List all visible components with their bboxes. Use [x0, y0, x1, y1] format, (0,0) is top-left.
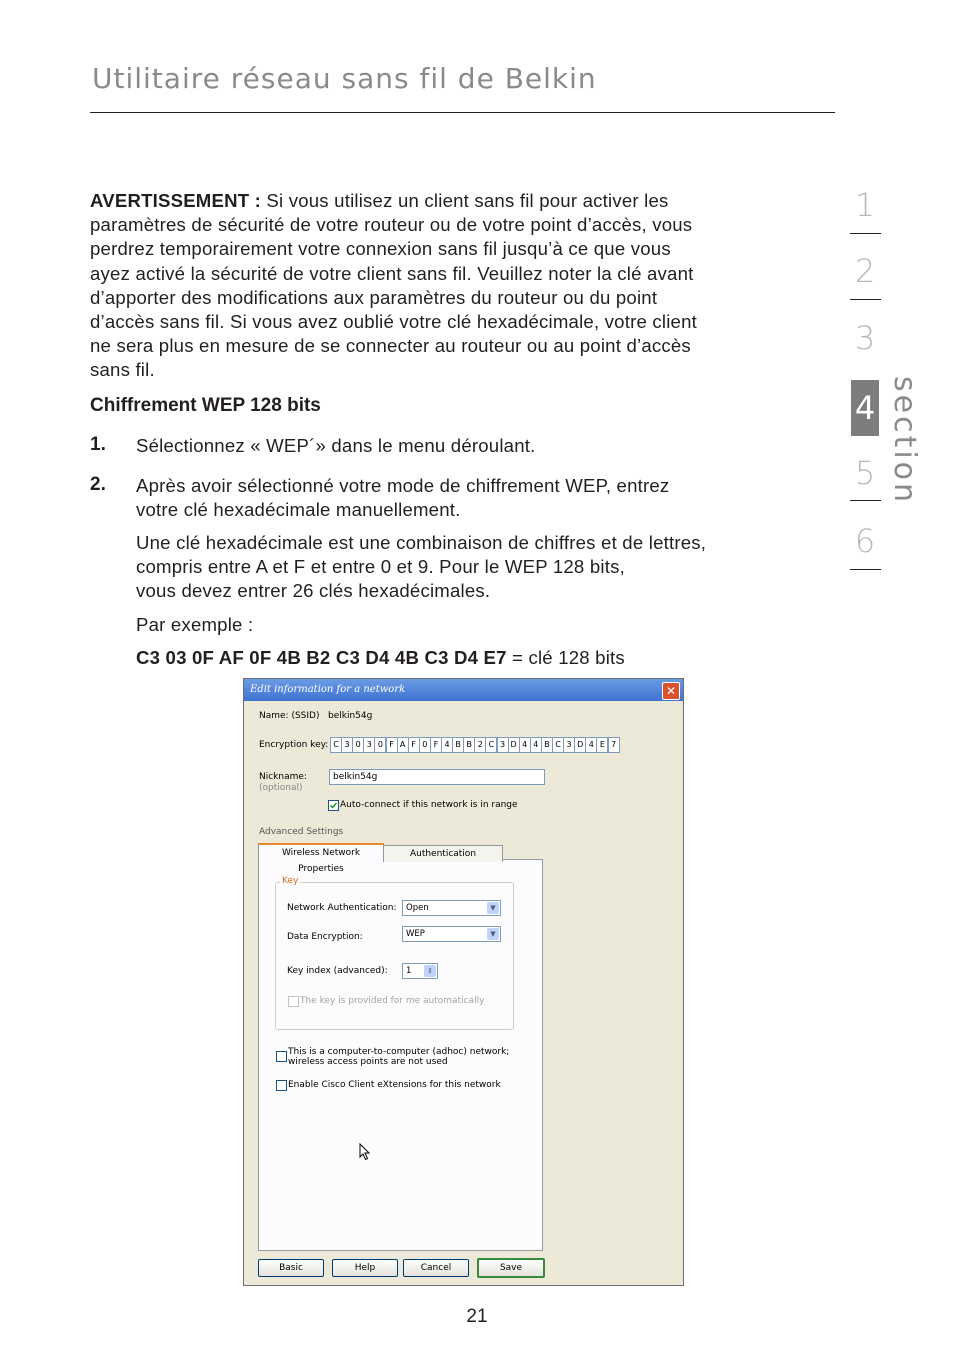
encryption-key-char: D [574, 737, 586, 753]
example-line [136, 646, 625, 670]
encryption-key-char: B [463, 737, 475, 753]
data-encryption-label: Data Encryption: [287, 932, 363, 942]
header-divider [90, 112, 835, 113]
section-divider [850, 299, 881, 300]
section-number-4-active[interactable]: 4 [851, 380, 879, 436]
cisco-label: Enable Cisco Client eXtensions for this network [288, 1080, 501, 1090]
encryption-key-char: F [430, 737, 442, 753]
key-index-stepper[interactable]: 1 ⇕ [402, 963, 438, 979]
advanced-settings-label: Advanced Settings [259, 827, 344, 837]
encryption-key-char: D [508, 737, 520, 753]
spinner-icon: ⇕ [424, 965, 436, 977]
step-number: 2. [90, 474, 106, 495]
cisco-checkbox[interactable] [276, 1080, 287, 1091]
page-number: 21 [466, 1306, 488, 1327]
adhoc-checkbox[interactable] [276, 1051, 287, 1062]
encryption-key-char: C [330, 737, 342, 753]
ssid-label: Name: (SSID) [259, 711, 320, 721]
save-button[interactable]: Save [477, 1258, 545, 1278]
warning-paragraph [90, 189, 830, 383]
section-divider [850, 233, 881, 234]
dialog-titlebar [244, 679, 683, 701]
encryption-key-char: F [408, 737, 420, 753]
adhoc-label: This is a computer-to-computer (adhoc) network; wireless access points are not used [288, 1047, 510, 1067]
encryption-key-char: 3 [497, 737, 509, 753]
section-number-2[interactable]: 2 [854, 252, 876, 290]
example-key: C3 03 0F AF 0F 4B B2 C3 D4 4B C3 D4 E7 [136, 647, 507, 668]
autoconnect-label: Auto-connect if this network is in range [340, 800, 518, 810]
encryption-key-char: 0 [419, 737, 431, 753]
nickname-label: Nickname: [259, 772, 307, 782]
encryption-key-char: 4 [519, 737, 531, 753]
checkmark-icon [329, 801, 338, 810]
warning-label: AVERTISSEMENT : [90, 190, 262, 211]
warning-line: paramètres de sécurité de votre routeur ou de votre point d’accès, vous [90, 214, 693, 236]
key-auto-label: The key is provided for me automatically [300, 996, 485, 1006]
encryption-key-char: 4 [441, 737, 453, 753]
step-text: Après avoir sélectionné votre mode de chiffrement WEP, entrez votre clé hexadécimale manuellement. [136, 475, 670, 521]
key-group-label: Key [282, 876, 299, 886]
example-suffix: = clé 128 bits [506, 647, 625, 668]
warning-line: AVERTISSEMENT : Si vous utilisez un client sans fil pour activer les [90, 190, 669, 211]
subheading: Chiffrement WEP 128 bits [90, 395, 321, 416]
network-authentication-select[interactable]: Open ▼ [402, 900, 501, 916]
step-number: 1. [90, 434, 106, 455]
warning-line: sans fil. [90, 359, 155, 381]
encryption-key-char: 3 [341, 737, 353, 753]
encryption-key-char: B [541, 737, 553, 753]
encryption-key-char: 2 [474, 737, 486, 753]
encryption-key-char: 3 [563, 737, 575, 753]
network-authentication-label: Network Authentication: [287, 903, 397, 913]
dialog-title: Edit information for a network [250, 684, 406, 695]
section-divider [850, 569, 881, 570]
page-header-title: Utilitaire réseau sans fil de Belkin [92, 62, 597, 95]
warning-line: perdrez temporairement votre connexion sans fil jusqu’à ce que vous [90, 238, 671, 260]
encryption-key-char: F [386, 737, 398, 753]
warning-line: d’apporter des modifications aux paramètres du routeur ou du point [90, 286, 658, 308]
data-encryption-select[interactable]: WEP ▼ [402, 926, 501, 942]
section-divider [850, 500, 881, 501]
encryption-key-char: B [452, 737, 464, 753]
info-paragraph: Une clé hexadécimale est une combinaison de chiffres et de lettres, compris entre A et F et entre 0 et 9. Pour le WEP 128 bits, vous devez entrer 26 clés hexadécimales. [136, 532, 707, 602]
encryption-key-char: C [485, 737, 497, 753]
encryption-key-char: 3 [363, 737, 375, 753]
encryption-key-char: E [596, 737, 608, 753]
basic-button[interactable]: Basic [258, 1259, 324, 1277]
example-label: Par exemple : [136, 614, 254, 635]
encryption-key-char: A [397, 737, 409, 753]
key-index-label: Key index (advanced): [287, 966, 388, 976]
encryption-key-char: 0 [352, 737, 364, 753]
section-number-6[interactable]: 6 [854, 522, 876, 560]
nickname-input[interactable]: belkin54g [329, 769, 545, 785]
warning-line: ne sera plus en mesure de se connecter au routeur ou au point d’accès [90, 335, 691, 357]
encryption-key-char: C [552, 737, 564, 753]
ssid-value: belkin54g [328, 711, 373, 721]
section-number-5[interactable]: 5 [854, 454, 876, 492]
warning-line: d’accès sans fil. Si vous avez oublié votre clé hexadécimale, votre client [90, 311, 697, 333]
close-icon[interactable]: ✕ [662, 682, 680, 700]
chevron-down-icon: ▼ [487, 928, 499, 940]
encryption-key-char: 0 [374, 737, 386, 753]
key-auto-checkbox[interactable] [288, 996, 299, 1007]
autoconnect-checkbox[interactable] [328, 800, 339, 811]
encryption-key-label: Encryption key: [259, 740, 329, 750]
tab-wireless-network-properties[interactable]: Wireless Network Properties [258, 843, 384, 862]
warning-line: ayez activé la sécurité de votre client sans fil. Veuillez noter la clé avant [90, 262, 694, 284]
mouse-cursor-icon [359, 1143, 371, 1161]
section-number-1[interactable]: 1 [854, 186, 876, 224]
section-number-3[interactable]: 3 [854, 319, 876, 357]
edit-network-dialog [243, 678, 684, 1286]
encryption-key-char: 4 [530, 737, 542, 753]
cancel-button[interactable]: Cancel [403, 1259, 469, 1277]
encryption-key-char: 7 [608, 737, 620, 753]
step-text: Sélectionnez « WEP´» dans le menu déroulant. [136, 435, 536, 456]
chevron-down-icon: ▼ [487, 902, 499, 914]
tab-authentication[interactable]: Authentication [383, 845, 503, 862]
section-label: section [887, 376, 922, 506]
encryption-key-char: 4 [585, 737, 597, 753]
help-button[interactable]: Help [332, 1259, 398, 1277]
nickname-optional: (optional) [259, 783, 303, 793]
